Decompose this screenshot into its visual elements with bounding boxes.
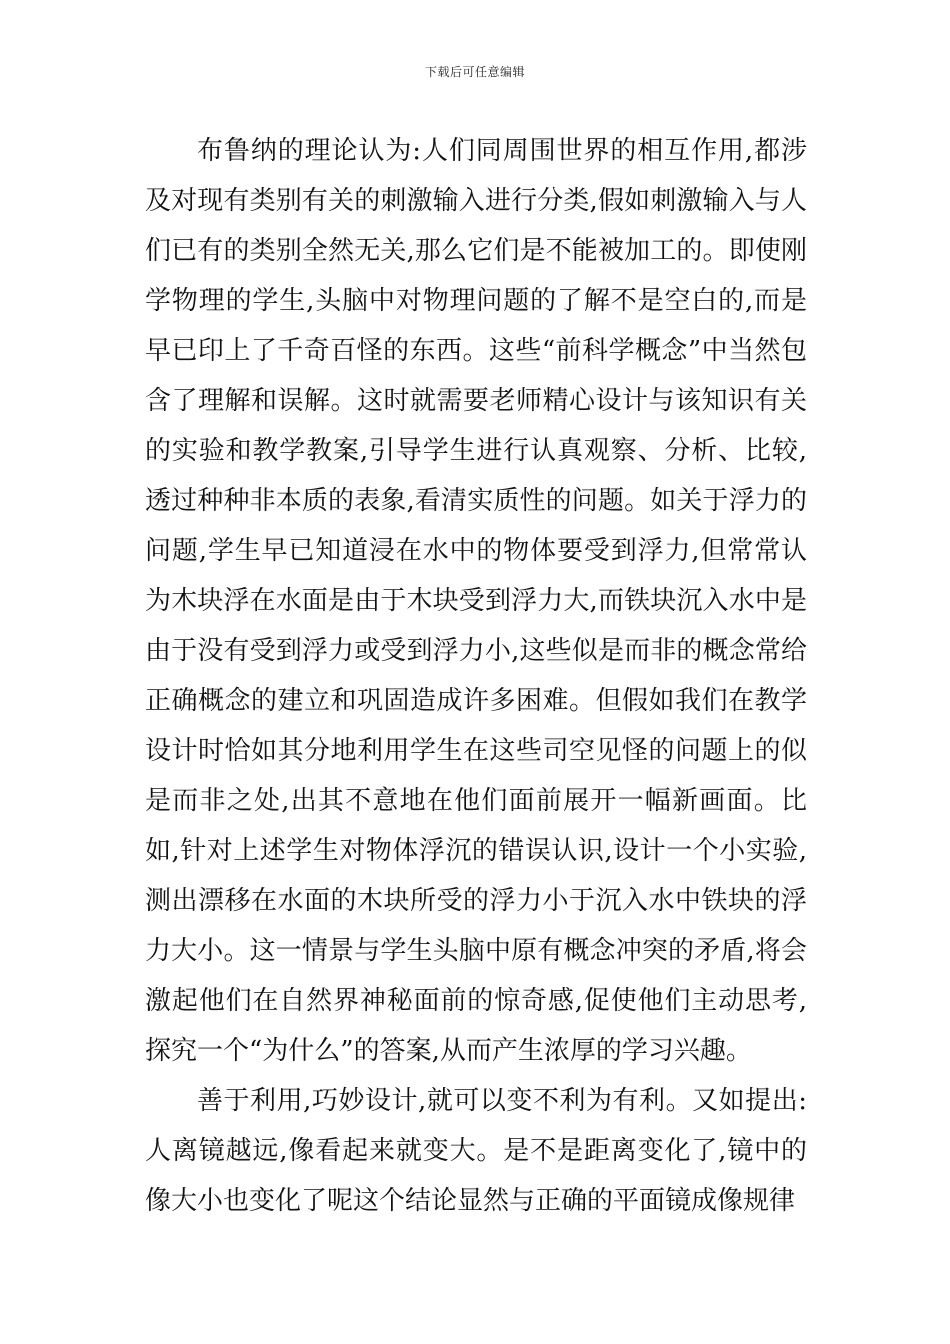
document-body	[145, 126, 807, 1226]
paragraph-mirror-example: 善于利用,巧妙设计,就可以变不利为有利。又如提出:人离镜越远,像看起来就变大。是不是距离变化了,镜中的像大小也变化了呢这个结论显然与正确的平面镜成像规律	[145, 1086, 807, 1216]
page-header-note: 下载后可任意编辑	[424, 65, 525, 79]
paragraph-bruner-theory: 布鲁纳的理论认为:人们同周围世界的相互作用,都涉及对现有类别有关的刺激输入进行分类,假如刺激输入与人们已有的类别全然无关,那么它们是不能被加工的。即使刚学物理的学生,头脑中对物理问题的了解不是空白的,而是早已印上了千奇百怪的东西。这些“前科学概念”中当然包含了理解和误解。这时就需要老师精心设计与该知识有关的实验和教学教案,引导学生进行认真观察、分析、比较,透过种种非本质的表象,看清实质性的问题。如关于浮力的问题,学生早已知道浸在水中的物体要受到浮力,但常常认为木块浮在水面是由于木块受到浮力大,而铁块沉入水中是由于没有受到浮力或受到浮力小,这些似是而非的概念常给正确概念的建立和巩固造成许多困难。但假如我们在教学设计时恰如其分地利用学生在这些司空见怪的问题上的似是而非之处,出其不意地在他们面前展开一幅新画面。比如,针对上述学生对物体浮沉的错误认识,设计一个小实验,测出漂移在水面的木块所受的浮力小于沉入水中铁块的浮力大小。这一情景与学生头脑中原有概念冲突的矛盾,将会激起他们在自然界神秘面前的惊奇感,促使他们主动思考,探究一个“为什么”的答案,从而产生浓厚的学习兴趣。	[145, 136, 807, 1066]
